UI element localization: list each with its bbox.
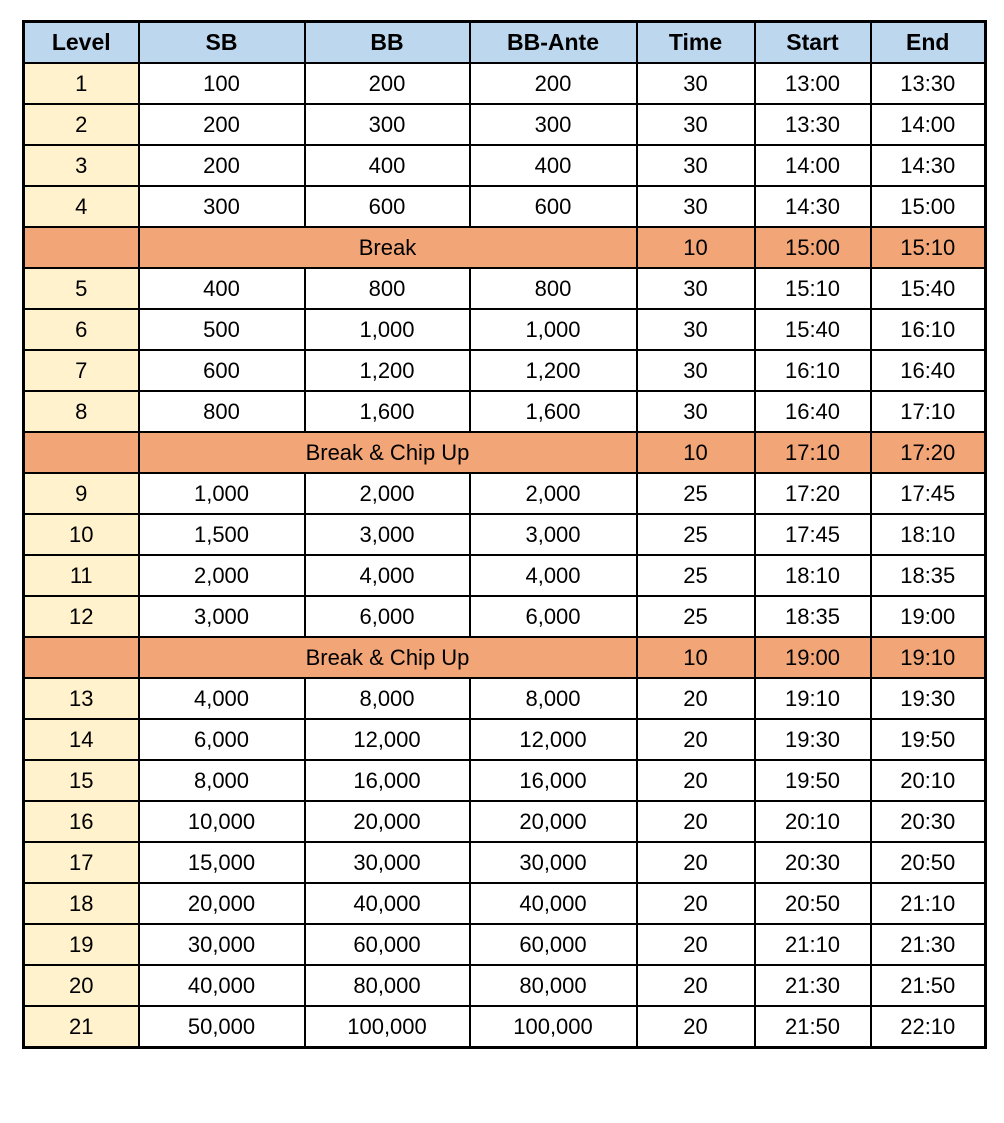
end-cell: 18:35 bbox=[871, 555, 986, 596]
level-row bbox=[24, 309, 986, 350]
start-cell: 16:40 bbox=[755, 391, 871, 432]
level-row bbox=[24, 186, 986, 227]
bb-cell: 12,000 bbox=[305, 719, 470, 760]
break-start-cell: 17:10 bbox=[755, 432, 871, 473]
bb-cell: 1,000 bbox=[305, 309, 470, 350]
bb-ante-cell: 400 bbox=[470, 145, 637, 186]
end-cell: 22:10 bbox=[871, 1006, 986, 1048]
sb-cell: 600 bbox=[139, 350, 305, 391]
start-cell: 14:00 bbox=[755, 145, 871, 186]
column-header-sb: SB bbox=[139, 22, 305, 64]
sb-cell: 200 bbox=[139, 145, 305, 186]
column-header-time: Time bbox=[637, 22, 755, 64]
start-cell: 19:50 bbox=[755, 760, 871, 801]
bb-cell: 200 bbox=[305, 63, 470, 104]
bb-cell: 30,000 bbox=[305, 842, 470, 883]
level-cell: 11 bbox=[24, 555, 139, 596]
bb-cell: 2,000 bbox=[305, 473, 470, 514]
sb-cell: 20,000 bbox=[139, 883, 305, 924]
level-row bbox=[24, 391, 986, 432]
start-cell: 15:40 bbox=[755, 309, 871, 350]
bb-cell: 300 bbox=[305, 104, 470, 145]
break-start-cell: 15:00 bbox=[755, 227, 871, 268]
bb-ante-cell: 16,000 bbox=[470, 760, 637, 801]
end-cell: 18:10 bbox=[871, 514, 986, 555]
bb-cell: 800 bbox=[305, 268, 470, 309]
bb-ante-cell: 40,000 bbox=[470, 883, 637, 924]
level-row bbox=[24, 965, 986, 1006]
bb-ante-cell: 300 bbox=[470, 104, 637, 145]
bb-cell: 3,000 bbox=[305, 514, 470, 555]
bb-cell: 16,000 bbox=[305, 760, 470, 801]
time-cell: 20 bbox=[637, 801, 755, 842]
end-cell: 19:50 bbox=[871, 719, 986, 760]
sb-cell: 200 bbox=[139, 104, 305, 145]
start-cell: 20:30 bbox=[755, 842, 871, 883]
sb-cell: 300 bbox=[139, 186, 305, 227]
level-cell: 8 bbox=[24, 391, 139, 432]
time-cell: 20 bbox=[637, 924, 755, 965]
bb-ante-cell: 1,600 bbox=[470, 391, 637, 432]
bb-cell: 100,000 bbox=[305, 1006, 470, 1048]
bb-cell: 8,000 bbox=[305, 678, 470, 719]
end-cell: 21:10 bbox=[871, 883, 986, 924]
level-row bbox=[24, 1006, 986, 1048]
bb-ante-cell: 100,000 bbox=[470, 1006, 637, 1048]
blind-structure-table bbox=[22, 20, 987, 1049]
bb-ante-cell: 4,000 bbox=[470, 555, 637, 596]
time-cell: 30 bbox=[637, 309, 755, 350]
level-cell: 18 bbox=[24, 883, 139, 924]
sb-cell: 100 bbox=[139, 63, 305, 104]
end-cell: 14:00 bbox=[871, 104, 986, 145]
time-cell: 20 bbox=[637, 1006, 755, 1048]
level-cell: 17 bbox=[24, 842, 139, 883]
start-cell: 20:10 bbox=[755, 801, 871, 842]
level-cell: 15 bbox=[24, 760, 139, 801]
start-cell: 15:10 bbox=[755, 268, 871, 309]
time-cell: 20 bbox=[637, 678, 755, 719]
break-time-cell: 10 bbox=[637, 637, 755, 678]
sb-cell: 800 bbox=[139, 391, 305, 432]
bb-cell: 6,000 bbox=[305, 596, 470, 637]
level-row bbox=[24, 555, 986, 596]
header-row bbox=[24, 22, 986, 64]
end-cell: 19:00 bbox=[871, 596, 986, 637]
level-row bbox=[24, 924, 986, 965]
break-level-cell bbox=[24, 432, 139, 473]
end-cell: 14:30 bbox=[871, 145, 986, 186]
column-header-start: Start bbox=[755, 22, 871, 64]
bb-ante-cell: 1,200 bbox=[470, 350, 637, 391]
time-cell: 30 bbox=[637, 350, 755, 391]
start-cell: 14:30 bbox=[755, 186, 871, 227]
sb-cell: 8,000 bbox=[139, 760, 305, 801]
time-cell: 25 bbox=[637, 514, 755, 555]
sb-cell: 1,500 bbox=[139, 514, 305, 555]
level-cell: 3 bbox=[24, 145, 139, 186]
sb-cell: 15,000 bbox=[139, 842, 305, 883]
time-cell: 25 bbox=[637, 473, 755, 514]
break-label: Break & Chip Up bbox=[139, 432, 637, 473]
sb-cell: 2,000 bbox=[139, 555, 305, 596]
start-cell: 17:45 bbox=[755, 514, 871, 555]
level-cell: 12 bbox=[24, 596, 139, 637]
bb-ante-cell: 20,000 bbox=[470, 801, 637, 842]
column-header-level: Level bbox=[24, 22, 139, 64]
break-row bbox=[24, 227, 986, 268]
column-header-end: End bbox=[871, 22, 986, 64]
bb-ante-cell: 2,000 bbox=[470, 473, 637, 514]
end-cell: 16:40 bbox=[871, 350, 986, 391]
level-row bbox=[24, 63, 986, 104]
level-row bbox=[24, 760, 986, 801]
level-row bbox=[24, 596, 986, 637]
end-cell: 19:30 bbox=[871, 678, 986, 719]
level-row bbox=[24, 350, 986, 391]
end-cell: 20:30 bbox=[871, 801, 986, 842]
time-cell: 30 bbox=[637, 268, 755, 309]
sb-cell: 30,000 bbox=[139, 924, 305, 965]
start-cell: 19:10 bbox=[755, 678, 871, 719]
level-cell: 16 bbox=[24, 801, 139, 842]
start-cell: 21:30 bbox=[755, 965, 871, 1006]
time-cell: 30 bbox=[637, 186, 755, 227]
level-row bbox=[24, 268, 986, 309]
level-cell: 19 bbox=[24, 924, 139, 965]
level-cell: 10 bbox=[24, 514, 139, 555]
end-cell: 20:10 bbox=[871, 760, 986, 801]
level-row bbox=[24, 801, 986, 842]
break-time-cell: 10 bbox=[637, 227, 755, 268]
time-cell: 30 bbox=[637, 145, 755, 186]
time-cell: 20 bbox=[637, 760, 755, 801]
start-cell: 21:50 bbox=[755, 1006, 871, 1048]
sb-cell: 4,000 bbox=[139, 678, 305, 719]
level-cell: 9 bbox=[24, 473, 139, 514]
break-end-cell: 19:10 bbox=[871, 637, 986, 678]
start-cell: 18:10 bbox=[755, 555, 871, 596]
sb-cell: 6,000 bbox=[139, 719, 305, 760]
sb-cell: 1,000 bbox=[139, 473, 305, 514]
end-cell: 15:40 bbox=[871, 268, 986, 309]
bb-cell: 60,000 bbox=[305, 924, 470, 965]
start-cell: 13:00 bbox=[755, 63, 871, 104]
column-header-bb: BB bbox=[305, 22, 470, 64]
level-row bbox=[24, 678, 986, 719]
bb-cell: 80,000 bbox=[305, 965, 470, 1006]
level-row bbox=[24, 145, 986, 186]
level-cell: 7 bbox=[24, 350, 139, 391]
bb-cell: 1,600 bbox=[305, 391, 470, 432]
bb-ante-cell: 12,000 bbox=[470, 719, 637, 760]
start-cell: 20:50 bbox=[755, 883, 871, 924]
end-cell: 17:10 bbox=[871, 391, 986, 432]
level-cell: 6 bbox=[24, 309, 139, 350]
end-cell: 15:00 bbox=[871, 186, 986, 227]
sb-cell: 3,000 bbox=[139, 596, 305, 637]
break-start-cell: 19:00 bbox=[755, 637, 871, 678]
start-cell: 13:30 bbox=[755, 104, 871, 145]
bb-cell: 20,000 bbox=[305, 801, 470, 842]
break-row bbox=[24, 432, 986, 473]
bb-ante-cell: 8,000 bbox=[470, 678, 637, 719]
level-cell: 14 bbox=[24, 719, 139, 760]
level-cell: 4 bbox=[24, 186, 139, 227]
start-cell: 17:20 bbox=[755, 473, 871, 514]
break-label: Break bbox=[139, 227, 637, 268]
bb-ante-cell: 800 bbox=[470, 268, 637, 309]
sb-cell: 40,000 bbox=[139, 965, 305, 1006]
time-cell: 20 bbox=[637, 719, 755, 760]
level-cell: 13 bbox=[24, 678, 139, 719]
bb-ante-cell: 200 bbox=[470, 63, 637, 104]
break-level-cell bbox=[24, 227, 139, 268]
time-cell: 30 bbox=[637, 104, 755, 145]
level-row bbox=[24, 473, 986, 514]
end-cell: 13:30 bbox=[871, 63, 986, 104]
level-cell: 1 bbox=[24, 63, 139, 104]
time-cell: 30 bbox=[637, 391, 755, 432]
break-end-cell: 15:10 bbox=[871, 227, 986, 268]
sb-cell: 50,000 bbox=[139, 1006, 305, 1048]
level-cell: 2 bbox=[24, 104, 139, 145]
level-cell: 21 bbox=[24, 1006, 139, 1048]
time-cell: 20 bbox=[637, 883, 755, 924]
break-end-cell: 17:20 bbox=[871, 432, 986, 473]
level-row bbox=[24, 104, 986, 145]
end-cell: 16:10 bbox=[871, 309, 986, 350]
bb-cell: 4,000 bbox=[305, 555, 470, 596]
end-cell: 20:50 bbox=[871, 842, 986, 883]
column-header-bb-ante: BB-Ante bbox=[470, 22, 637, 64]
bb-cell: 400 bbox=[305, 145, 470, 186]
level-row bbox=[24, 883, 986, 924]
start-cell: 18:35 bbox=[755, 596, 871, 637]
sb-cell: 400 bbox=[139, 268, 305, 309]
break-time-cell: 10 bbox=[637, 432, 755, 473]
bb-ante-cell: 3,000 bbox=[470, 514, 637, 555]
level-row bbox=[24, 514, 986, 555]
bb-ante-cell: 1,000 bbox=[470, 309, 637, 350]
bb-ante-cell: 600 bbox=[470, 186, 637, 227]
bb-cell: 40,000 bbox=[305, 883, 470, 924]
start-cell: 16:10 bbox=[755, 350, 871, 391]
time-cell: 25 bbox=[637, 596, 755, 637]
break-level-cell bbox=[24, 637, 139, 678]
bb-cell: 1,200 bbox=[305, 350, 470, 391]
table-header bbox=[24, 22, 986, 64]
end-cell: 17:45 bbox=[871, 473, 986, 514]
bb-ante-cell: 30,000 bbox=[470, 842, 637, 883]
start-cell: 19:30 bbox=[755, 719, 871, 760]
level-cell: 20 bbox=[24, 965, 139, 1006]
level-row bbox=[24, 842, 986, 883]
end-cell: 21:30 bbox=[871, 924, 986, 965]
sb-cell: 500 bbox=[139, 309, 305, 350]
time-cell: 20 bbox=[637, 965, 755, 1006]
time-cell: 30 bbox=[637, 63, 755, 104]
bb-cell: 600 bbox=[305, 186, 470, 227]
end-cell: 21:50 bbox=[871, 965, 986, 1006]
sb-cell: 10,000 bbox=[139, 801, 305, 842]
table-body bbox=[24, 63, 986, 1048]
time-cell: 20 bbox=[637, 842, 755, 883]
level-row bbox=[24, 719, 986, 760]
break-label: Break & Chip Up bbox=[139, 637, 637, 678]
break-row bbox=[24, 637, 986, 678]
bb-ante-cell: 80,000 bbox=[470, 965, 637, 1006]
bb-ante-cell: 6,000 bbox=[470, 596, 637, 637]
start-cell: 21:10 bbox=[755, 924, 871, 965]
level-cell: 5 bbox=[24, 268, 139, 309]
time-cell: 25 bbox=[637, 555, 755, 596]
bb-ante-cell: 60,000 bbox=[470, 924, 637, 965]
